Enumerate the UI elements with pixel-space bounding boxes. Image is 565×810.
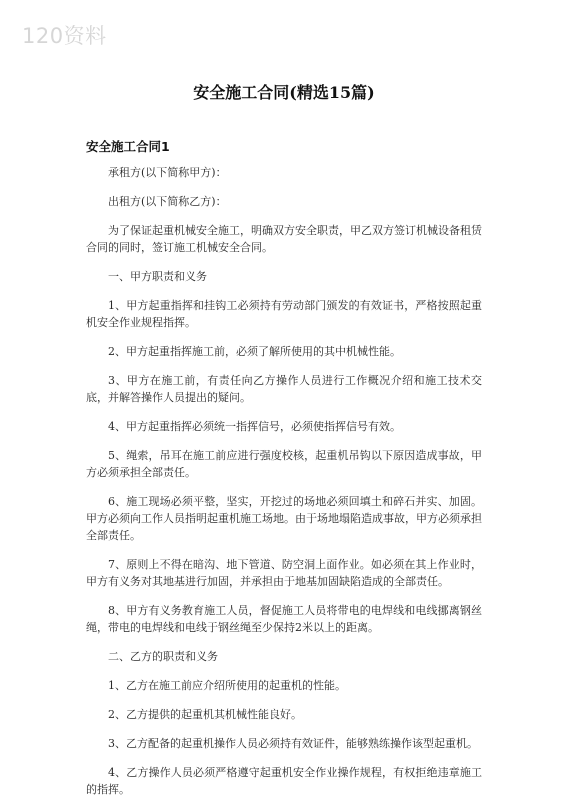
section-title: 安全施工合同1 (86, 139, 170, 154)
paragraph-a-5: 5、绳索，吊耳在施工前应进行强度校核，起重机吊钩以下原因造成事故，甲方必须承担全部责任。 (86, 449, 482, 479)
document-title: 安全施工合同(精选15篇) (193, 83, 375, 102)
paragraph-a-4: 4、甲方起重指挥必须统一指挥信号，必须使指挥信号有效。 (108, 420, 401, 433)
paragraph-b-4: 4、乙方操作人员必须严格遵守起重机安全作业操作规程，有权拒绝违章施工的指挥。 (86, 766, 482, 796)
paragraph-b-1: 1、乙方在施工前应介绍所使用的起重机的性能。 (108, 679, 346, 692)
paragraph-a-2: 2、甲方起重指挥施工前，必须了解所使用的其中机械性能。 (108, 345, 401, 358)
paragraph-a-3: 3、甲方在施工前，有责任向乙方操作人员进行工作概况介绍和施工技术交底，并解答操作人员提出的疑问。 (86, 374, 482, 404)
paragraph-a-1: 1、甲方起重指挥和挂钩工必须持有劳动部门颁发的有效证书，严格按照起重机安全作业规程指挥。 (86, 299, 482, 329)
paragraph-a-7: 7、原则上不得在暗沟、地下管道、防空洞上面作业。如必须在其上作业时，甲方有义务对其地基进行加固，并承担由于地基加固缺陷造成的全部责任。 (86, 558, 482, 588)
paragraph-a-8: 8、甲方有义务教育施工人员，督促施工人员将带电的电焊线和电线挪离钢丝绳，带电的电焊线和电线于钢丝绳至少保持2米以上的距离。 (86, 604, 482, 634)
paragraph-b-2: 2、乙方提供的起重机其机械性能良好。 (108, 708, 302, 721)
paragraph-b-3: 3、乙方配备的起重机操作人员必须持有效证件，能够熟练操作该型起重机。 (108, 737, 478, 750)
paragraph-lessor: 出租方(以下简称乙方)： (108, 195, 227, 208)
contract-body (86, 164, 482, 810)
paragraph-a-6: 6、施工现场必须平整，坚实，开挖过的场地必须回填土和碎石并实、加固。甲方必须向工作人员指明起重机施工场地。由于场地塌陷造成事故，甲方必须承担全部责任。 (86, 495, 482, 542)
heading-party-b-duties: 二、乙方的职责和义务 (108, 650, 218, 663)
paragraph-preamble: 为了保证起重机械安全施工，明确双方安全职责，甲乙双方签订机械设备租赁合同的同时，签订施工机械安全合同。 (86, 224, 482, 254)
watermark-logo: 120资料 (22, 24, 107, 48)
heading-party-a-duties: 一、甲方职责和义务 (108, 270, 207, 283)
paragraph-lessee: 承租方(以下简称甲方)： (108, 166, 227, 179)
